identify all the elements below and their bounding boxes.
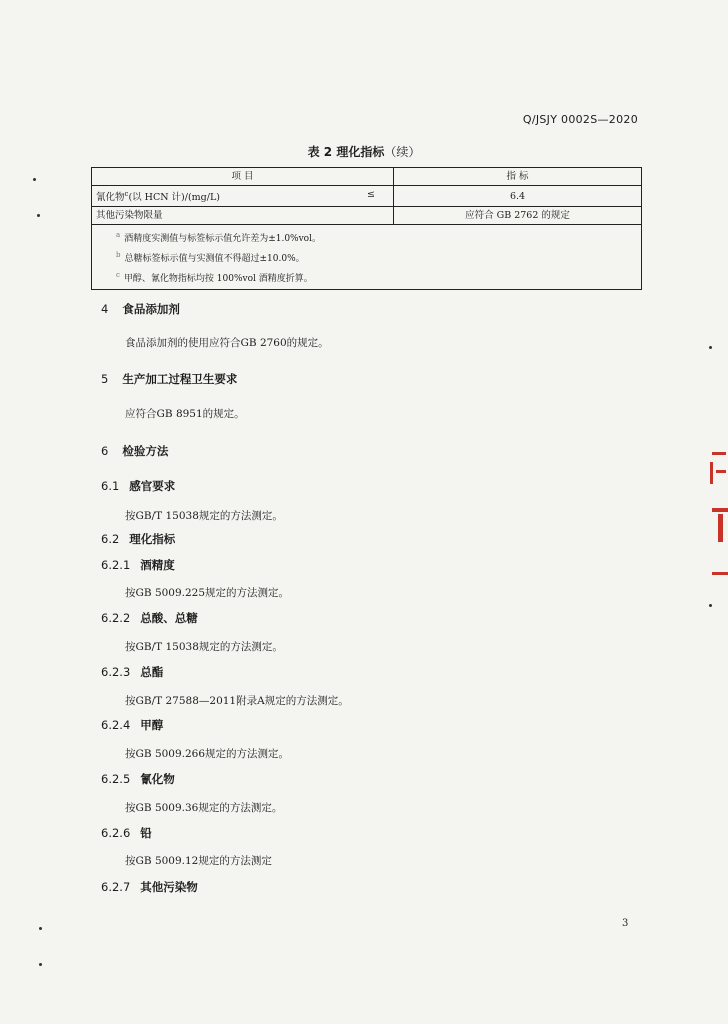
page-number: 3 (622, 918, 629, 929)
section-6-2-2-heading: 6.2.2 总酸、总糖 (101, 611, 198, 625)
table-note: $^b$ 总糖标签标示值与实测值不得超过±10.0%。 (116, 251, 305, 265)
section-6-2-5-body: 按GB 5009.36规定的方法测定。 (125, 802, 283, 814)
scan-speck (39, 963, 42, 966)
table-row (92, 186, 642, 207)
stamp-fragment (712, 452, 726, 455)
row-item-cyanide: 氰化物$^c$(以 HCN 计)/(mg/L) ≤ (92, 186, 394, 207)
section-6-2-7-heading: 6.2.7 其他污染物 (101, 880, 198, 894)
section-4-heading: 4 食品添加剂 (101, 302, 180, 316)
section-6-2-4-heading: 6.2.4 甲醇 (101, 718, 164, 732)
header-index: 指 标 (394, 168, 642, 186)
row-value-cyanide: 6.4 (394, 186, 642, 207)
physicochemical-table (91, 167, 642, 290)
scan-speck (39, 927, 42, 930)
table-note: $^a$ 酒精度实测值与标签标示值允许差为±1.0%vol。 (116, 231, 321, 245)
header-item: 项 目 (92, 168, 394, 186)
section-6-heading: 6 检验方法 (101, 444, 169, 458)
table-caption (0, 143, 728, 160)
section-6-2-5-heading: 6.2.5 氰化物 (101, 772, 175, 786)
stamp-fragment (712, 508, 728, 512)
section-6-1-body: 按GB/T 15038规定的方法测定。 (125, 510, 283, 522)
section-6-2-6-heading: 6.2.6 铅 (101, 826, 152, 840)
section-6-2-4-body: 按GB 5009.266规定的方法测定。 (125, 748, 290, 760)
stamp-fragment (716, 470, 726, 473)
row-value-other-contaminants: 应符合 GB 2762 的规定 (394, 207, 642, 225)
stamp-fragment (710, 462, 713, 484)
section-6-2-1-heading: 6.2.1 酒精度 (101, 558, 175, 572)
scan-speck (33, 178, 36, 181)
section-6-2-6-body: 按GB 5009.12规定的方法测定 (125, 855, 272, 867)
table-caption-title: 表 2 理化指标 (307, 145, 385, 159)
stamp-fragment (712, 572, 728, 575)
scan-speck (709, 346, 712, 349)
section-5-heading: 5 生产加工过程卫生要求 (101, 372, 238, 386)
table-row (92, 207, 642, 225)
table-notes-row (92, 225, 642, 290)
table-note: $^c$ 甲醇、氰化物指标均按 100%vol 酒精度折算。 (116, 271, 313, 285)
le-symbol: ≤ (367, 189, 375, 200)
stamp-fragment (718, 514, 723, 542)
section-4-body: 食品添加剂的使用应符合GB 2760的规定。 (125, 337, 329, 349)
row-item-other-contaminants: 其他污染物限量 (92, 207, 394, 225)
scan-speck (37, 214, 40, 217)
section-6-2-heading: 6.2 理化指标 (101, 532, 176, 546)
section-6-2-1-body: 按GB 5009.225规定的方法测定。 (125, 587, 290, 599)
table-notes (92, 225, 642, 290)
section-6-1-heading: 6.1 感官要求 (101, 479, 176, 493)
section-6-2-3-body: 按GB/T 27588—2011附录A规定的方法测定。 (125, 695, 349, 707)
section-6-2-2-body: 按GB/T 15038规定的方法测定。 (125, 641, 283, 653)
document-code: Q/JSJY 0002S—2020 (522, 113, 638, 126)
section-5-body: 应符合GB 8951的规定。 (125, 408, 245, 420)
table-header-row (92, 168, 642, 186)
table-caption-continued: （续） (384, 145, 421, 159)
scan-speck (709, 604, 712, 607)
section-6-2-3-heading: 6.2.3 总酯 (101, 665, 164, 679)
